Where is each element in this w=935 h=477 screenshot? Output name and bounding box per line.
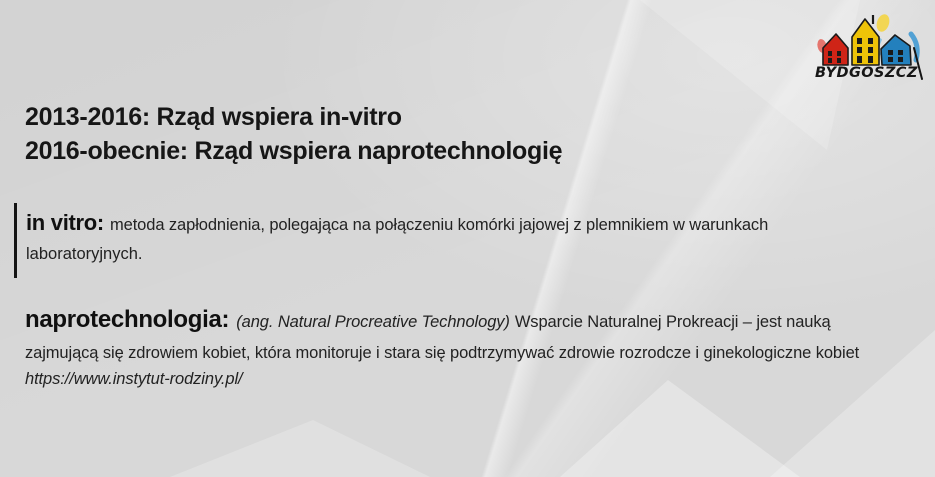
naprotechnology-definition-block (25, 303, 859, 392)
napro-english-note: (ang. Natural Procreative Technology) (236, 313, 510, 331)
background-facet (560, 380, 800, 477)
yellow-splash-icon (875, 13, 892, 34)
napro-definition-continued: zajmującą się zdrowiem kobiet, która monitoruje i stara się podtrzymywać zdrowie rozrodcze i ginekologiczne kobiet (25, 344, 860, 362)
invitro-term: in vitro: (26, 210, 104, 235)
logo-wordmark: BYDGOSZCZ (815, 65, 918, 81)
invitro-definition-line (26, 208, 768, 241)
background-facet (170, 420, 430, 477)
blue-house-icon (881, 35, 911, 65)
title-line-2: 2016-obecnie: Rząd wspiera naprotechnologię (25, 137, 563, 165)
invitro-definition-block (14, 203, 768, 278)
napro-source-url: https://www.instytut-rodziny.pl/ (25, 370, 243, 388)
yellow-house-icon (852, 15, 879, 65)
napro-term: naprotechnologia: (25, 306, 230, 333)
slide-title (25, 100, 562, 168)
napro-definition-line (25, 303, 859, 340)
invitro-definition-text: metoda zapłodnienia, polegająca na połączeniu komórki jajowej z plemnikiem w warunkach (109, 216, 769, 234)
bydgoszcz-city-logo (813, 6, 927, 82)
napro-definition-text: Wsparcie Naturalnej Prokreacji – jest nauką (514, 313, 831, 331)
red-house-icon (823, 34, 848, 65)
title-line-1: 2013-2016: Rząd wspiera in-vitro (25, 103, 402, 131)
invitro-definition-continued: laboratoryjnych. (26, 245, 143, 263)
